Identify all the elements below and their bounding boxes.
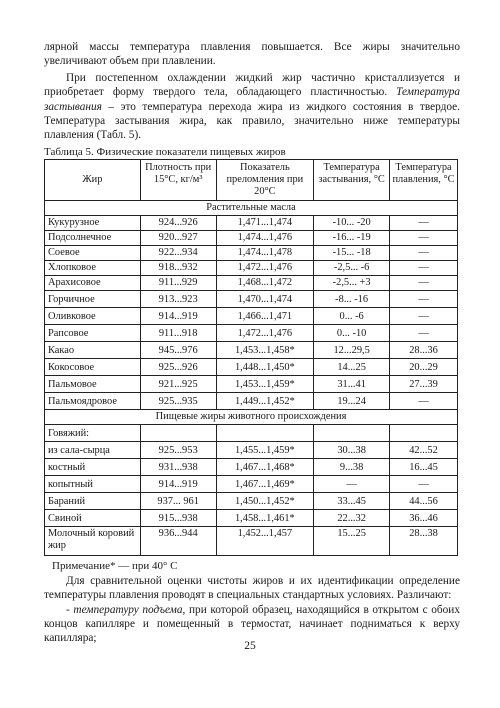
term-rise-temperature: температуру подъема xyxy=(73,603,183,616)
cell-melting: 27...39 xyxy=(390,375,458,392)
cell-density: 922...934 xyxy=(140,245,216,260)
cell-solidification: -2,5... +3 xyxy=(314,275,390,290)
cell-density: 918...932 xyxy=(140,260,216,275)
cell-refraction: 1,467...1,469* xyxy=(216,475,314,492)
table-row xyxy=(45,290,458,307)
cell-density: 925...953 xyxy=(140,441,216,458)
table-row xyxy=(45,509,458,526)
cell-solidification: 30...38 xyxy=(314,441,390,458)
cell-melting: 28...36 xyxy=(390,341,458,358)
paragraph-1: лярной массы температура плавления повышается. Все жиры значительно увеличивают объем при плавлении. xyxy=(44,41,460,68)
cell-fat-name: копытный xyxy=(45,475,141,492)
cell-solidification: 33...45 xyxy=(314,492,390,509)
cell-melting: — xyxy=(390,290,458,307)
cell-density: 920...927 xyxy=(140,230,216,245)
cell-refraction: 1,467...1,468* xyxy=(216,458,314,475)
cell-refraction: 1,458...1,461* xyxy=(216,509,314,526)
cell-fat-name: Хлопковое xyxy=(45,260,141,275)
cell-fat-name: Пальмоядровое xyxy=(45,392,141,409)
cell-density: 925...935 xyxy=(140,392,216,409)
cell-solidification: -8... -16 xyxy=(314,290,390,307)
cell-melting: — xyxy=(390,215,458,230)
cell-refraction: 1,468...1,472 xyxy=(216,275,314,290)
cell-fat-name: Кокосовое xyxy=(45,358,141,375)
cell-melting: 16...45 xyxy=(390,458,458,475)
cell-melting: — xyxy=(390,324,458,341)
section-plant-row xyxy=(45,200,458,215)
cell-refraction: 1,474...1,478 xyxy=(216,245,314,260)
cell-solidification: -16... -19 xyxy=(314,230,390,245)
header-solidification: Температура застывания, °С xyxy=(314,159,390,200)
header-refraction: Показатель преломления при 20°С xyxy=(216,159,314,200)
beef-group-row xyxy=(45,424,458,441)
cell-solidification: 14...25 xyxy=(314,358,390,375)
empty-cell xyxy=(216,424,314,441)
cell-refraction: 1,449...1,452* xyxy=(216,392,314,409)
cell-density: 921...925 xyxy=(140,375,216,392)
cell-melting: 28...38 xyxy=(390,526,458,555)
term-solidification: Температура застывания xyxy=(44,86,460,113)
cell-solidification: 15...25 xyxy=(314,526,390,555)
table-row xyxy=(45,260,458,275)
cell-refraction: 1,474...1,476 xyxy=(216,230,314,245)
beef-label: Говяжий: xyxy=(45,424,141,441)
cell-solidification: 0... -6 xyxy=(314,307,390,324)
cell-refraction: 1,471...1,474 xyxy=(216,215,314,230)
section-animal-label: Пищевые жиры животного происхождения xyxy=(45,409,458,424)
header-density: Плотность при 15°С, кг/м³ xyxy=(140,159,216,200)
cell-fat-name: Рапсовое xyxy=(45,324,141,341)
cell-melting: — xyxy=(390,307,458,324)
cell-fat-name: Какао xyxy=(45,341,141,358)
header-fat: Жир xyxy=(45,159,141,200)
cell-density: 925...926 xyxy=(140,358,216,375)
table-caption: Таблица 5. Физические показатели пищевых жиров xyxy=(44,145,286,158)
dash: - xyxy=(66,603,74,616)
page-number: 25 xyxy=(244,640,256,652)
cell-density: 914...919 xyxy=(140,475,216,492)
cell-melting: 42...52 xyxy=(390,441,458,458)
cell-density: 931...938 xyxy=(140,458,216,475)
table-row xyxy=(45,215,458,230)
cell-melting: — xyxy=(390,260,458,275)
empty-cell xyxy=(314,424,390,441)
section-animal-row xyxy=(45,409,458,424)
table-row xyxy=(45,458,458,475)
paragraph-2 xyxy=(44,71,460,143)
cell-solidification: -15... -18 xyxy=(314,245,390,260)
cell-fat-name: Кукурузное xyxy=(45,215,141,230)
cell-fat-name: Оливковое xyxy=(45,307,141,324)
cell-density: 914...919 xyxy=(140,307,216,324)
empty-cell xyxy=(140,424,216,441)
cell-refraction: 1,470...1,474 xyxy=(216,290,314,307)
cell-solidification: 22...32 xyxy=(314,509,390,526)
table-row xyxy=(45,245,458,260)
cell-refraction: 1,455...1,459* xyxy=(216,441,314,458)
cell-solidification: 12...29,5 xyxy=(314,341,390,358)
cell-fat-name: из сала-сырца xyxy=(45,441,141,458)
cell-density: 945...976 xyxy=(140,341,216,358)
cell-melting: 20...29 xyxy=(390,358,458,375)
cell-density: 913...923 xyxy=(140,290,216,307)
cell-melting: 36...46 xyxy=(390,509,458,526)
table-row xyxy=(45,230,458,245)
cell-fat-name: Молочный коровий жир xyxy=(45,526,141,555)
table-row xyxy=(45,526,458,555)
section-plant-label: Растительные масла xyxy=(45,200,458,215)
cell-density: 915...938 xyxy=(140,509,216,526)
cell-solidification: 31...41 xyxy=(314,375,390,392)
cell-refraction: 1,448...1,450* xyxy=(216,358,314,375)
cell-fat-name: Свиной xyxy=(45,509,141,526)
cell-density: 911...918 xyxy=(140,324,216,341)
cell-fat-name: Горчичное xyxy=(45,290,141,307)
paragraph-2-text: При постепенном охлаждении жидкий жир частично кристаллизуется и приобретает форму твердого тела, обладающего пластичностью. xyxy=(44,71,460,99)
cell-fat-name: Арахисовое xyxy=(45,275,141,290)
cell-solidification: — xyxy=(314,475,390,492)
table-row xyxy=(45,307,458,324)
cell-fat-name: Подсолнечное xyxy=(45,230,141,245)
table-row xyxy=(45,492,458,509)
paragraph-4-text: , при которой образец, находящийся в открытом с обоих концов капилляре и помещенный в термостат, начинает подниматься к верху капилляра; xyxy=(44,603,460,645)
cell-refraction: 1,472...1,476 xyxy=(216,324,314,341)
table-row xyxy=(45,392,458,409)
cell-refraction: 1,472...1,476 xyxy=(216,260,314,275)
cell-fat-name: костный xyxy=(45,458,141,475)
cell-refraction: 1,450...1,452* xyxy=(216,492,314,509)
table-header-row xyxy=(45,159,458,200)
table-row xyxy=(45,475,458,492)
cell-melting: — xyxy=(390,245,458,260)
cell-density: 937... 961 xyxy=(140,492,216,509)
cell-melting: — xyxy=(390,392,458,409)
header-melting: Температура плавления, °С xyxy=(390,159,458,200)
cell-density: 936...944 xyxy=(140,526,216,555)
cell-refraction: 1,452...1,457 xyxy=(216,526,314,555)
table-row xyxy=(45,441,458,458)
table-note: Примечание* — при 40° С xyxy=(52,559,178,572)
empty-cell xyxy=(390,424,458,441)
cell-melting: 44...56 xyxy=(390,492,458,509)
cell-fat-name: Соевое xyxy=(45,245,141,260)
cell-solidification: -2,5... -6 xyxy=(314,260,390,275)
cell-refraction: 1,466...1,471 xyxy=(216,307,314,324)
table-row xyxy=(45,324,458,341)
cell-density: 924...926 xyxy=(140,215,216,230)
table-row xyxy=(45,341,458,358)
cell-density: 911...929 xyxy=(140,275,216,290)
cell-melting: — xyxy=(390,230,458,245)
cell-solidification: 19...24 xyxy=(314,392,390,409)
cell-refraction: 1,453...1,459* xyxy=(216,375,314,392)
cell-fat-name: Пальмовое xyxy=(45,375,141,392)
page-content xyxy=(44,40,460,646)
paragraph-2-text-end: – это температура перехода жира из жидкого состояния в твердое. Температура застывания жира, как правило, значительно ниже температуры плавления (Табл. 5). xyxy=(44,100,460,142)
fats-table xyxy=(44,159,458,556)
cell-solidification: 9...38 xyxy=(314,458,390,475)
table-row xyxy=(45,375,458,392)
table-row xyxy=(45,275,458,290)
table-row xyxy=(45,358,458,375)
cell-solidification: 0... -10 xyxy=(314,324,390,341)
cell-solidification: -10... -20 xyxy=(314,215,390,230)
cell-melting: — xyxy=(390,275,458,290)
cell-refraction: 1,453...1,458* xyxy=(216,341,314,358)
paragraph-3: Для сравнительной оценки чистоты жиров и их идентификации определение температуры плавления проводят в специальных стандартных условиях. Различают: xyxy=(44,574,460,602)
cell-fat-name: Бараний xyxy=(45,492,141,509)
cell-melting: — xyxy=(390,475,458,492)
